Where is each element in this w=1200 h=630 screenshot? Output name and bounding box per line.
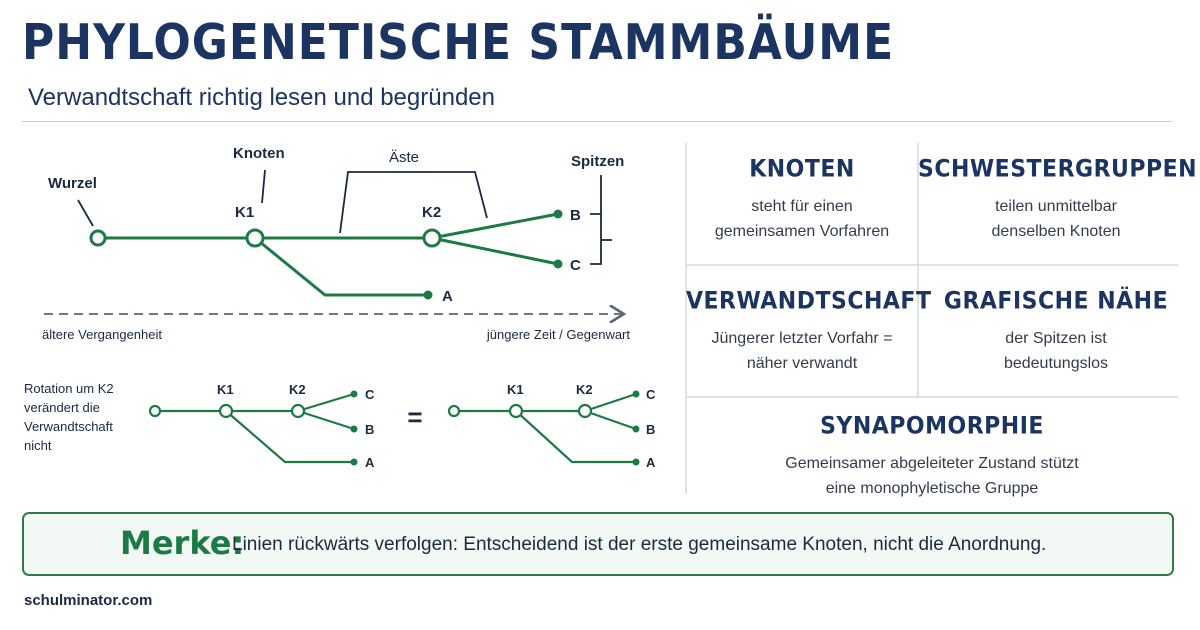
card-body-line: Jüngerer letzter Vorfahr =: [711, 330, 893, 347]
tip-b-dot: [554, 210, 563, 219]
small-k2-node: [579, 405, 591, 417]
card-body: [686, 326, 918, 376]
small-tip-label: A: [646, 455, 656, 470]
tip-label-b: B: [570, 207, 581, 224]
card-body: [918, 326, 1194, 376]
small-tip-label: B: [646, 422, 656, 437]
small-tip-label: A: [365, 455, 375, 470]
tip-label-c: C: [570, 257, 581, 274]
card-heading: VERWANDTSCHAFT: [686, 288, 932, 315]
rotation-caption: [24, 381, 114, 453]
card-body-line: gemeinsamen Vorfahren: [714, 223, 890, 240]
small-branch: [516, 411, 636, 462]
rotation-caption-line: Rotation um K2: [24, 381, 114, 396]
card-knoten: [686, 157, 918, 244]
k2-node: [424, 230, 440, 246]
small-branch: [298, 394, 354, 411]
knoten-pointer: [262, 170, 265, 203]
footer-brand: schulminator.com: [24, 592, 153, 609]
main-tree-nodes: [91, 210, 563, 300]
annotation-lines: [78, 170, 612, 264]
small-tip-dot: [351, 459, 358, 466]
label-wurzel: Wurzel: [48, 175, 97, 192]
rotation-caption-line: verändert die: [24, 400, 100, 415]
card-heading: SYNAPOMORPHIE: [820, 413, 1044, 440]
merke-label: Merke:: [120, 524, 245, 562]
rotation-caption-line: nicht: [24, 438, 52, 453]
small-k1-node: [220, 405, 232, 417]
merke-box: [22, 512, 1174, 576]
page-title: PHYLOGENETISCHE STAMMBÄUME: [22, 14, 895, 72]
small-root-node: [150, 406, 160, 416]
small-k2-node: [292, 405, 304, 417]
card-heading: KNOTEN: [749, 156, 855, 183]
small-branch: [585, 394, 636, 411]
card-verwandtschaft: [686, 288, 932, 376]
small-k1-node: [510, 405, 522, 417]
small-tip-label: C: [365, 387, 375, 402]
card-body-line: denselben Knoten: [991, 223, 1121, 240]
small-branch: [298, 411, 354, 429]
branch-k2-c: [432, 238, 558, 264]
card-schwestergruppen: [918, 156, 1198, 244]
card-body-line: eine monophyletische Gruppe: [825, 480, 1039, 497]
tree-labels: [48, 145, 624, 305]
card-heading: SCHWESTERGRUPPEN: [918, 156, 1198, 183]
branch-k1-a: [255, 238, 428, 295]
card-body-line: Gemeinsamer abgeleiteter Zustand stützt: [785, 455, 1079, 472]
spitzen-bracket: [590, 175, 601, 264]
small-k2-label: K2: [289, 382, 306, 397]
branch-k2-b: [432, 214, 558, 238]
tip-a-dot: [424, 291, 433, 300]
equals-sign: =: [407, 402, 423, 432]
card-synapomorphie: [686, 414, 1178, 501]
main-tree: [98, 214, 558, 295]
node-label-k2: K2: [422, 204, 442, 221]
card-grafische-naehe: [918, 289, 1194, 376]
tip-label-a: A: [442, 288, 453, 305]
label-aeste: Äste: [389, 149, 420, 166]
small-tip-dot: [351, 426, 358, 433]
small-tip-label: C: [646, 387, 656, 402]
label-knoten: Knoten: [233, 145, 285, 162]
card-body: [918, 194, 1194, 244]
small-branch: [585, 411, 636, 429]
card-body-line: steht für einen: [751, 198, 853, 215]
small-k1-label: K1: [507, 382, 524, 397]
page-subtitle: Verwandtschaft richtig lesen und begründen: [28, 84, 495, 111]
k1-node: [247, 230, 263, 246]
small-tip-label: B: [365, 422, 375, 437]
root-node: [91, 231, 105, 245]
small-branch: [226, 411, 354, 462]
aeste-bracket: [340, 172, 487, 233]
small-k2-label: K2: [576, 382, 593, 397]
node-label-k1: K1: [235, 204, 255, 221]
time-label-older: ältere Vergangenheit: [42, 327, 162, 342]
small-tip-dot: [633, 459, 640, 466]
tip-c-dot: [554, 260, 563, 269]
merke-text: Linien rückwärts verfolgen: Entscheidend ist der erste gemeinsame Knoten, nicht die Anordnung.: [232, 534, 1047, 555]
card-body-line: bedeutungslos: [1003, 355, 1109, 372]
card-heading: GRAFISCHE NÄHE: [943, 288, 1169, 315]
card-body: [686, 451, 1178, 501]
time-label-newer: jüngere Zeit / Gegenwart: [486, 327, 630, 342]
card-body-line: teilen unmittelbar: [995, 198, 1117, 215]
small-k1-label: K1: [217, 382, 234, 397]
label-spitzen: Spitzen: [571, 153, 625, 170]
wurzel-pointer: [78, 200, 93, 226]
small-tip-dot: [633, 391, 640, 398]
card-body: [686, 194, 918, 244]
small-tip-dot: [633, 426, 640, 433]
card-body-line: der Spitzen ist: [1005, 330, 1107, 347]
small-root-node: [449, 406, 459, 416]
rotation-tree-left: [150, 382, 375, 470]
rotation-tree-right: [449, 382, 656, 470]
card-body-line: näher verwandt: [746, 355, 858, 372]
rotation-caption-line: Verwandtschaft: [24, 419, 113, 434]
small-tip-dot: [351, 391, 358, 398]
